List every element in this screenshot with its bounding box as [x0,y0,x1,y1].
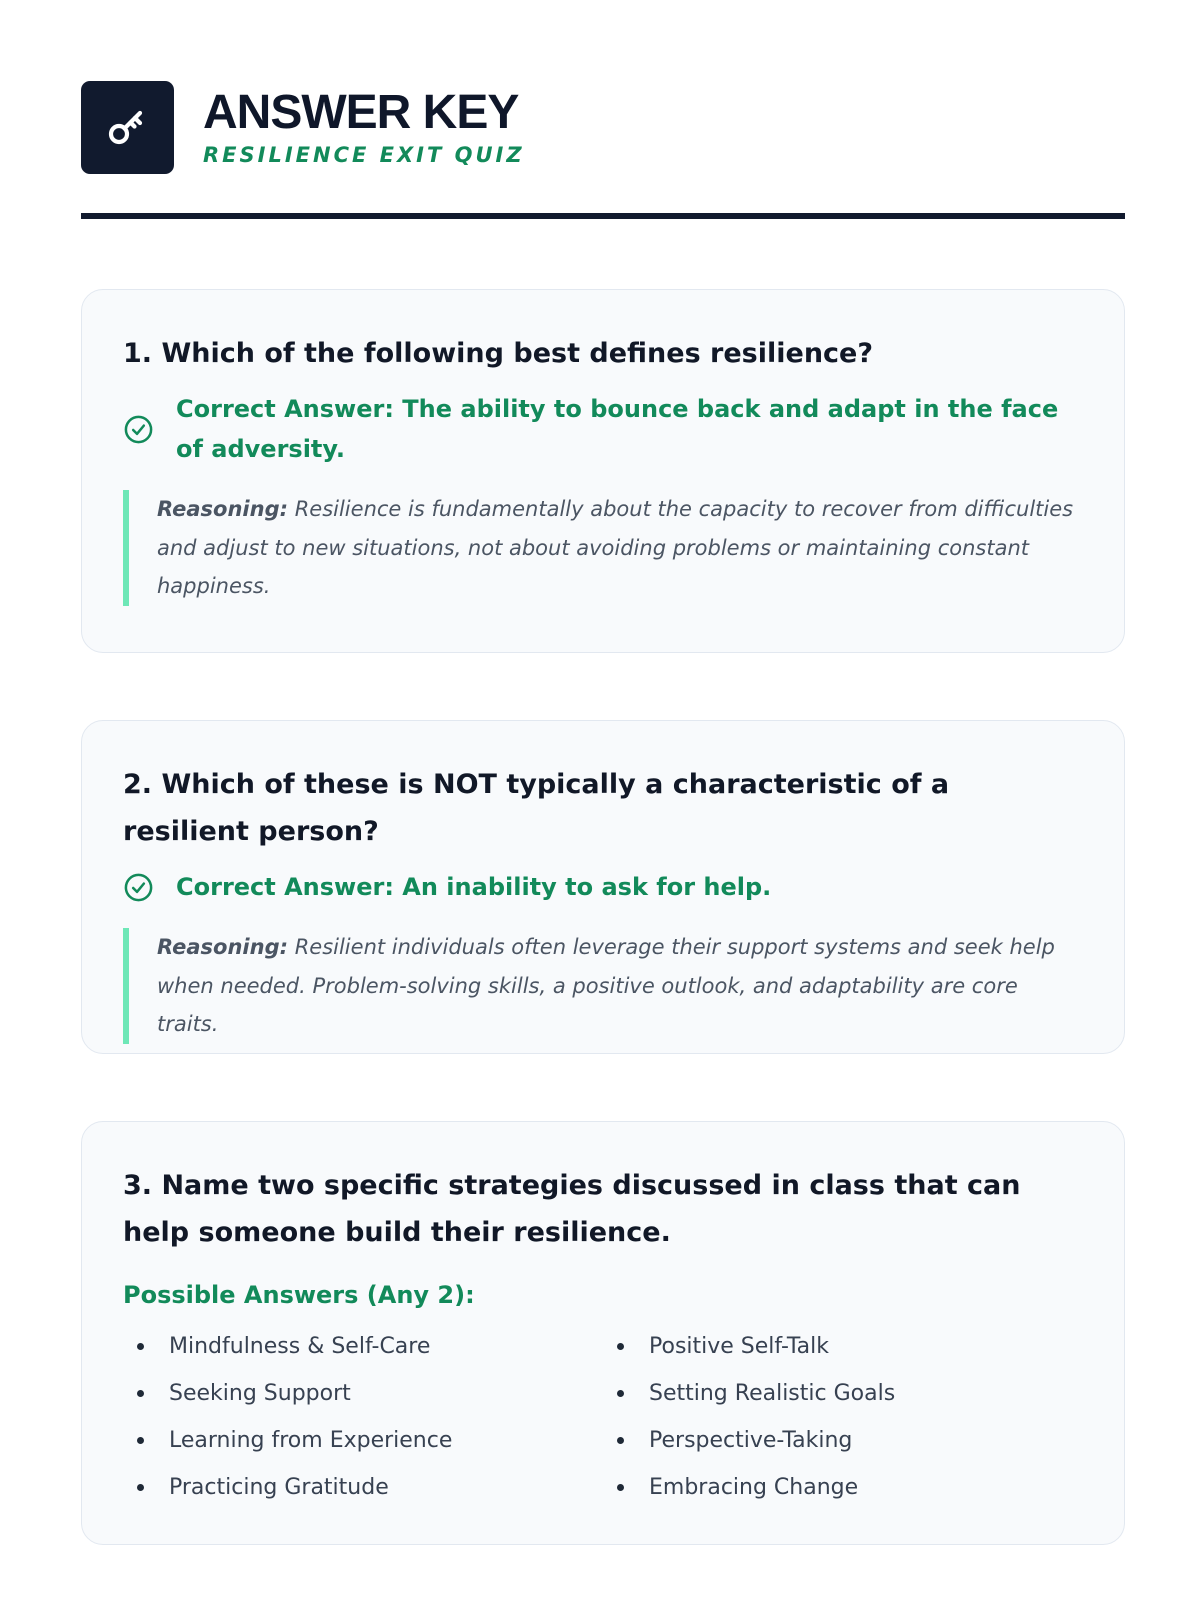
bullet [137,1484,144,1491]
page-subtitle: RESILIENCE EXIT QUIZ [203,143,525,167]
answer-text: Correct Answer: The ability to bounce back and adapt in the face of adversity. [176,395,1059,463]
header [81,80,1125,174]
list-item-text: Perspective-Taking [649,1428,853,1453]
list-item [603,1417,1083,1464]
bullet [137,1343,144,1350]
list-item [603,1323,1083,1370]
reasoning-block [123,928,1083,1044]
check-circle-icon [123,414,154,445]
possible-answers-label: Possible Answers (Any 2): [123,1281,475,1309]
list-item-text: Learning from Experience [169,1428,453,1453]
logo-badge [81,81,174,174]
list-item [123,1464,603,1511]
reasoning-text: Resilience is fundamentally about the capacity to recover from difficulties and adjust to new situations, not about avoiding problems or maintaining constant happiness. [157,497,1074,598]
reasoning-block [123,490,1083,606]
answer-key-page [81,80,1125,1500]
question-text: 2. Which of these is NOT typically a characteristic of a resilient person? [123,769,950,847]
list-item [603,1370,1083,1417]
bullet [617,1437,624,1444]
bullet [137,1390,144,1397]
list-item-text: Positive Self-Talk [649,1334,830,1359]
list-item [123,1417,603,1464]
question-text: 3. Name two specific strategies discussed in class that can help someone build their resilience. [123,1170,1021,1248]
list-item-text: Mindfulness & Self-Care [169,1334,431,1359]
answers-list-left [123,1323,603,1511]
question-card-2 [81,720,1125,1054]
list-item-text: Setting Realistic Goals [649,1381,896,1406]
list-item [123,1323,603,1370]
list-item [123,1370,603,1417]
check-circle-icon [123,872,154,903]
list-item [603,1464,1083,1511]
correct-answer [123,389,1083,469]
bullet [617,1484,624,1491]
question-card-3 [81,1121,1125,1545]
list-item-text: Embracing Change [649,1475,859,1500]
reasoning-text: Resilient individuals often leverage their support systems and seek help when needed. Problem-solving skills, a positive outlook, and adaptability are core traits. [157,935,1055,1036]
list-item-text: Practicing Gratitude [169,1475,389,1500]
bullet [617,1390,624,1397]
possible-answers-lists [123,1323,1083,1511]
bullet [617,1343,624,1350]
reasoning-label: Reasoning: [157,935,288,959]
title-block [203,87,525,167]
reasoning-label: Reasoning: [157,497,288,521]
answers-list-right [603,1323,1083,1511]
bullet [137,1437,144,1444]
list-item-text: Seeking Support [169,1381,351,1406]
question-card-1 [81,289,1125,653]
question-text: 1. Which of the following best defines resilience? [123,338,874,369]
header-divider [81,213,1125,219]
correct-answer [123,867,1083,907]
answer-text: Correct Answer: An inability to ask for help. [176,873,772,901]
key-icon [102,101,154,153]
page-title: ANSWER KEY [203,86,519,139]
